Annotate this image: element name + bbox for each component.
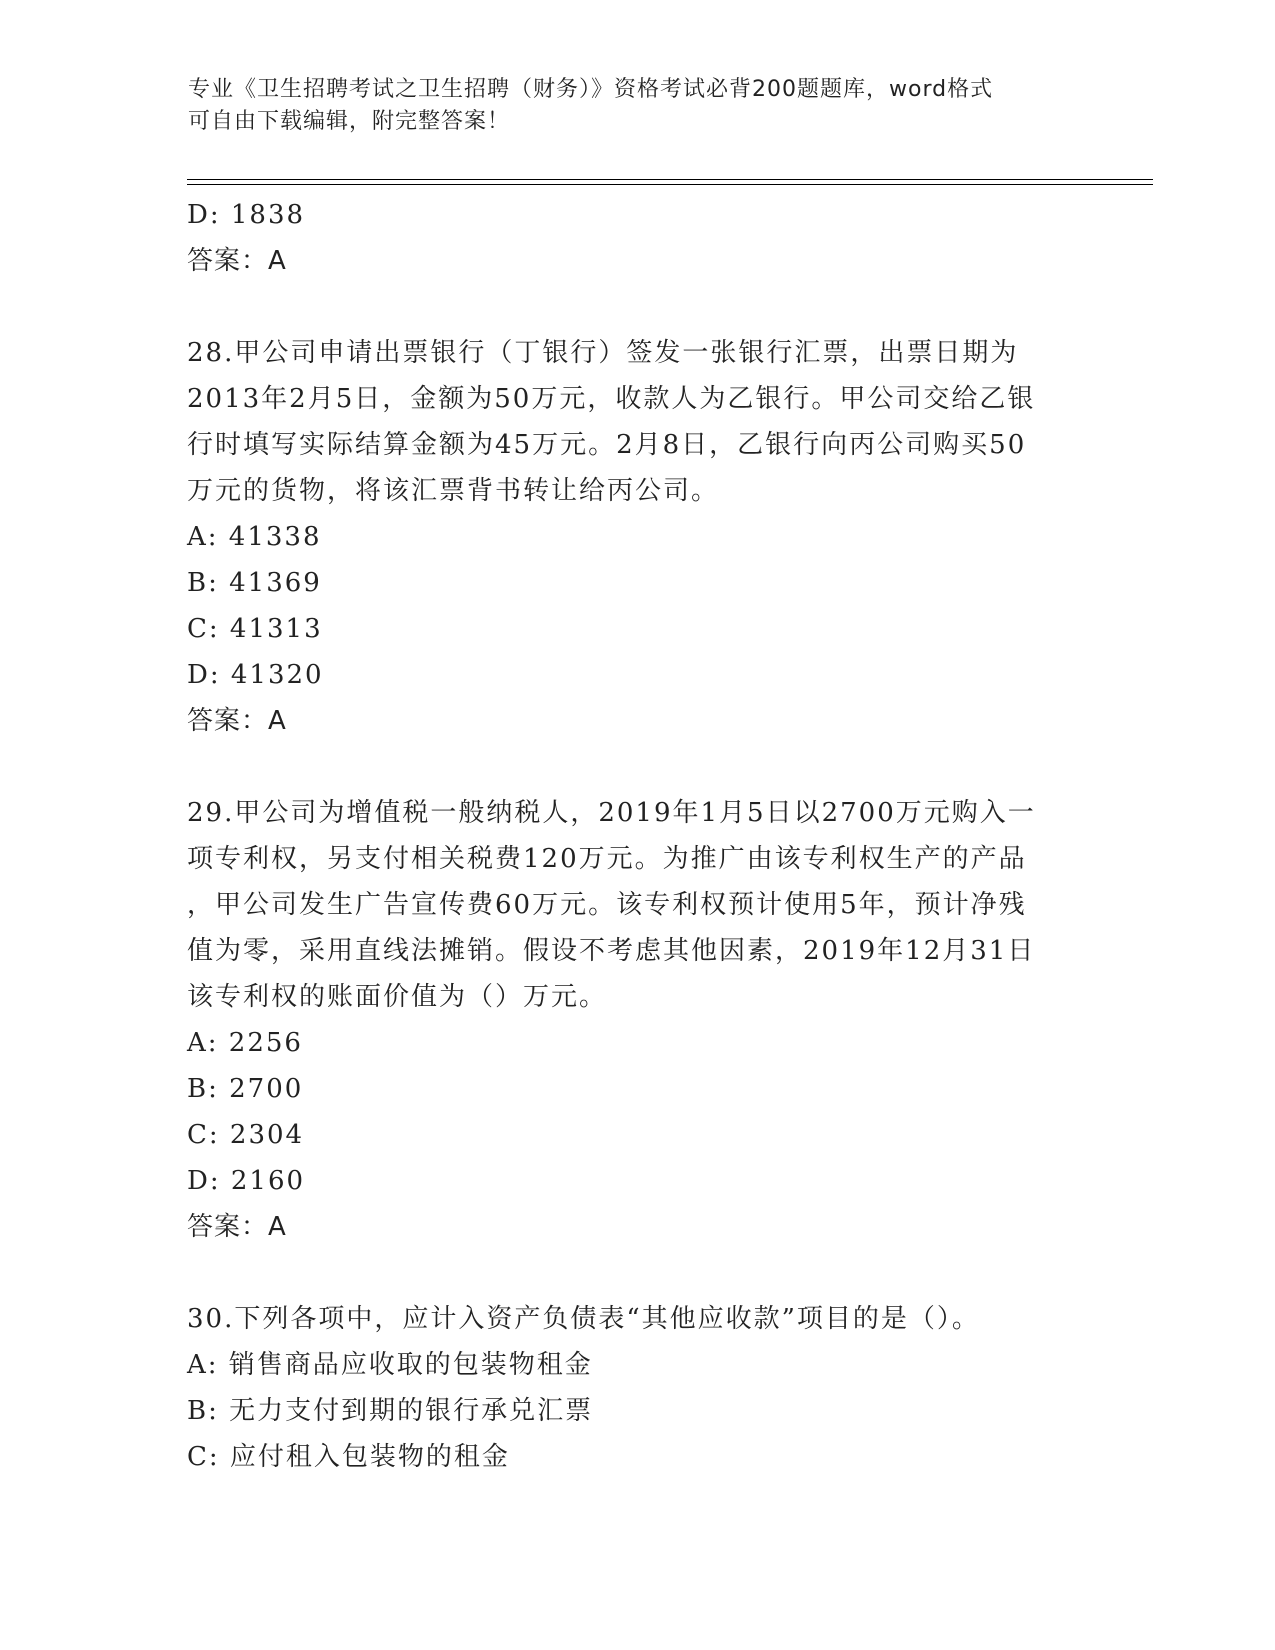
option-c: C: 应付租入包装物的租金 <box>187 1442 510 1472</box>
spacer <box>187 744 1107 790</box>
answer-line: 答案：A <box>187 706 287 736</box>
question-text-line: ，甲公司发生广告宣传费60万元。该专利权预计使用5年，预计净残 <box>187 890 1027 920</box>
option-c: C: 41313 <box>187 614 323 644</box>
question-text-line: 2013年2月5日，金额为50万元，收款人为乙银行。甲公司交给乙银 <box>187 384 1036 414</box>
question-text-line: 28.甲公司申请出票银行（丁银行）签发一张银行汇票，出票日期为 <box>187 338 1019 368</box>
answer-line: 答案：A <box>187 1212 287 1242</box>
option-d: D: 41320 <box>187 660 324 690</box>
question-text-line: 该专利权的账面价值为（）万元。 <box>187 982 608 1012</box>
question-28 <box>187 330 1107 744</box>
question-text-line: 30.下列各项中，应计入资产负债表“其他应收款”项目的是（）。 <box>187 1304 980 1334</box>
option-d: D: 1838 <box>187 200 306 230</box>
spacer <box>187 284 1107 330</box>
question-text-line: 29.甲公司为增值税一般纳税人，2019年1月5日以2700万元购入一 <box>187 798 1036 828</box>
question-text-line: 万元的货物，将该汇票背书转让给丙公司。 <box>187 476 720 506</box>
option-d: D: 2160 <box>187 1166 306 1196</box>
question-text-line: 行时填写实际结算金额为45万元。2月8日，乙银行向丙公司购买50 <box>187 430 1027 460</box>
option-c: C: 2304 <box>187 1120 305 1150</box>
question-30 <box>187 1296 1107 1480</box>
header-divider-bottom <box>187 184 1153 185</box>
document-header <box>188 74 1088 138</box>
option-b: B: 无力支付到期的银行承兑汇票 <box>187 1396 594 1426</box>
header-line-2: 可自由下载编辑，附完整答案！ <box>188 109 511 134</box>
header-line-1: 专业《卫生招聘考试之卫生招聘（财务）》资格考试必背200题题库，word格式 <box>188 77 994 102</box>
option-a: A: 41338 <box>187 522 322 552</box>
previous-question-tail <box>187 192 1107 284</box>
option-a: A: 销售商品应收取的包装物租金 <box>187 1350 593 1380</box>
option-b: B: 2700 <box>187 1074 304 1104</box>
question-text-line: 项专利权，另支付相关税费120万元。为推广由该专利权生产的产品 <box>187 844 1027 874</box>
document-body <box>187 192 1107 1480</box>
option-b: B: 41369 <box>187 568 322 598</box>
spacer <box>187 1250 1107 1296</box>
option-a: A: 2256 <box>187 1028 303 1058</box>
question-29 <box>187 790 1107 1250</box>
header-divider-top <box>187 179 1153 180</box>
answer-line: 答案：A <box>187 246 287 276</box>
question-text-line: 值为零，采用直线法摊销。假设不考虑其他因素，2019年12月31日 <box>187 936 1036 966</box>
